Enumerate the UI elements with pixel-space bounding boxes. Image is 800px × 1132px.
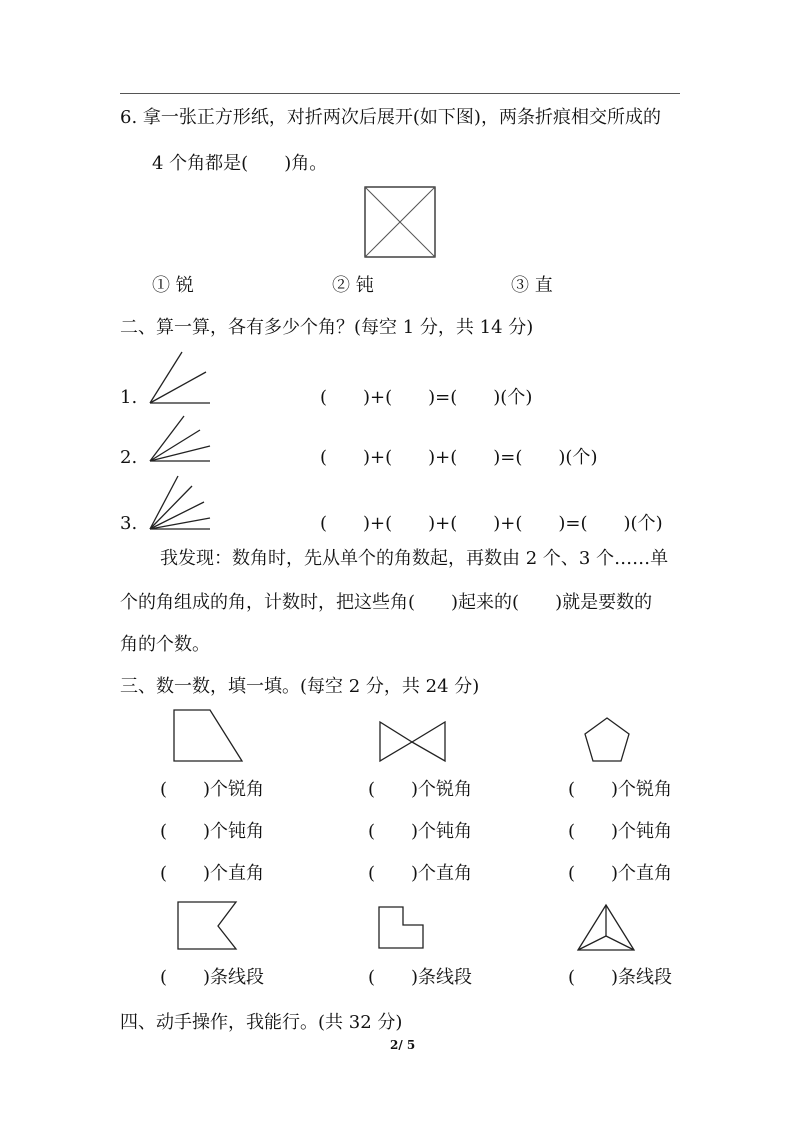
q6-line2: 4 个角都是( )角。 — [152, 153, 328, 174]
pentagon-shape — [582, 716, 632, 764]
page-number: 2/ 5 — [390, 1038, 416, 1052]
finding-line2: 个的角组成的角，计数时，把这些角( )起来的( )就是要数的 — [120, 592, 653, 613]
bowtie-shape — [378, 720, 448, 764]
l-shape-segment-count: ( )条线段 — [368, 967, 473, 988]
section2-title: 二、算一算，各有多少个角？(每空 1 分，共 14 分) — [120, 317, 534, 338]
flag-segment-count: ( )条线段 — [160, 967, 265, 988]
section2-item2-formula: ( )+( )+( )=( )(个) — [320, 447, 598, 468]
q6-line1: 6. 拿一张正方形纸，对折两次后展开(如下图)，两条折痕相交所成的 — [120, 107, 661, 128]
q6-option-acute: ① 锐 — [152, 275, 194, 296]
q6-option-obtuse: ② 钝 — [332, 275, 374, 296]
notched-flag-shape — [176, 900, 240, 952]
pentagon-obtuse-count: ( )个钝角 — [568, 821, 673, 842]
bowtie-obtuse-count: ( )个钝角 — [368, 821, 473, 842]
angle-figure-3 — [148, 474, 214, 532]
finding-line3: 角的个数。 — [120, 634, 210, 655]
folded-square-figure — [364, 186, 436, 258]
trapezoid-acute-count: ( )个锐角 — [160, 779, 265, 800]
angle-figure-2 — [148, 414, 214, 464]
l-shape-figure — [377, 905, 427, 951]
angle-figure-1 — [148, 350, 214, 406]
section2-item3-number: 3. — [120, 513, 138, 534]
q6-option-right: ③ 直 — [511, 275, 553, 296]
trapezoid-shape — [172, 708, 246, 764]
pentagon-right-count: ( )个直角 — [568, 863, 673, 884]
triangle-segment-count: ( )条线段 — [568, 967, 673, 988]
bowtie-acute-count: ( )个锐角 — [368, 779, 473, 800]
finding-line1: 我发现：数角时，先从单个的角数起，再数由 2 个、3 个……单 — [160, 548, 669, 569]
triangle-center-shape — [575, 903, 637, 953]
section3-title: 三、数一数，填一填。(每空 2 分，共 24 分) — [120, 676, 480, 697]
trapezoid-right-count: ( )个直角 — [160, 863, 265, 884]
trapezoid-obtuse-count: ( )个钝角 — [160, 821, 265, 842]
section2-item2-number: 2. — [120, 447, 138, 468]
section4-title: 四、动手操作，我能行。(共 32 分) — [120, 1012, 403, 1033]
bowtie-right-count: ( )个直角 — [368, 863, 473, 884]
header-rule — [120, 93, 680, 94]
section2-item1-formula: ( )+( )=( )(个) — [320, 387, 533, 408]
section2-item1-number: 1. — [120, 387, 138, 408]
pentagon-acute-count: ( )个锐角 — [568, 779, 673, 800]
section2-item3-formula: ( )+( )+( )+( )=( )(个) — [320, 513, 663, 534]
